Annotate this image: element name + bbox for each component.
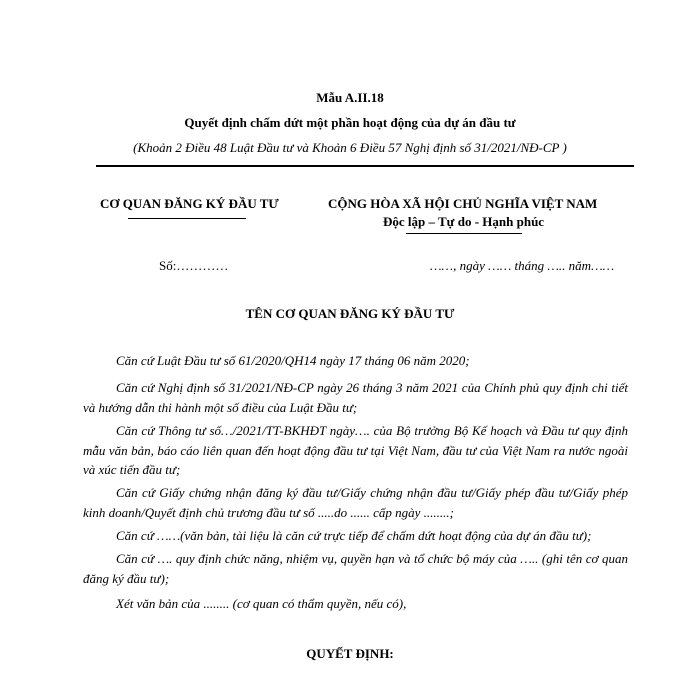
preamble-paragraph: Căn cứ …. quy định chức năng, nhiệm vụ, quyền hạn và tổ chức bộ máy của ….. (ghi tên cơ quan đăng ký đầu tư);: [83, 551, 628, 586]
document-number: Số:…………: [159, 258, 229, 273]
republic-title: CỘNG HÒA XÃ HỘI CHỦ NGHĨA VIỆT NAM: [328, 196, 598, 211]
preamble-paragraph: Căn cứ Thông tư số…/2021/TT-BKHĐT ngày…. của Bộ trưởng Bộ Kế hoạch và Đầu tư quy định mẫu văn bản, báo cáo liên quan đến hoạt động đầu tư tại Việt Nam, đầu tư của Việt Nam ra nước ngoài và xúc tiến đầu tư;: [83, 423, 628, 477]
motto-underline: [406, 233, 522, 234]
preamble-paragraph: Căn cứ Luật Đầu tư số 61/2020/QH14 ngày 17 tháng 06 năm 2020;: [116, 353, 470, 368]
form-code: Mẫu A.II.18: [316, 90, 384, 105]
form-title: Quyết định chấm dứt một phần hoạt động của dự án đầu tư: [184, 115, 516, 130]
header-divider: [96, 165, 634, 167]
preamble-paragraph: Xét văn bản của ........ (cơ quan có thẩm quyền, nếu có),: [116, 596, 407, 611]
preamble-paragraph: Căn cứ ……(văn bản, tài liệu là căn cứ trực tiếp để chấm dứt hoạt động của dự án đầu tư);: [116, 528, 592, 543]
preamble-paragraph: Căn cứ Nghị định số 31/2021/NĐ-CP ngày 26 tháng 3 năm 2021 của Chính phủ quy định chi tiết và hướng dẫn thi hành một số điều của Luật Đầu tư;: [83, 380, 628, 415]
preamble-paragraph: Căn cứ Giấy chứng nhận đăng ký đầu tư/Giấy chứng nhận đầu tư/Giấy phép đầu tư/Giấy phép kinh doanh/Quyết định chủ trương đầu tư số .....do ...... cấp ngày ........;: [83, 485, 628, 520]
date-line: ……, ngày …… tháng ….. năm……: [430, 258, 615, 273]
agency-underline: [128, 218, 246, 219]
national-motto: Độc lập – Tự do - Hạnh phúc: [383, 214, 545, 229]
agency-name-heading: TÊN CƠ QUAN ĐĂNG KÝ ĐẦU TƯ: [245, 306, 455, 321]
agency-title: CƠ QUAN ĐĂNG KÝ ĐẦU TƯ: [100, 196, 279, 211]
form-legal-basis: (Khoản 2 Điều 48 Luật Đầu tư và Khoản 6 Điều 57 Nghị định số 31/2021/NĐ-CP ): [133, 140, 567, 155]
decision-heading: QUYẾT ĐỊNH:: [306, 646, 394, 661]
